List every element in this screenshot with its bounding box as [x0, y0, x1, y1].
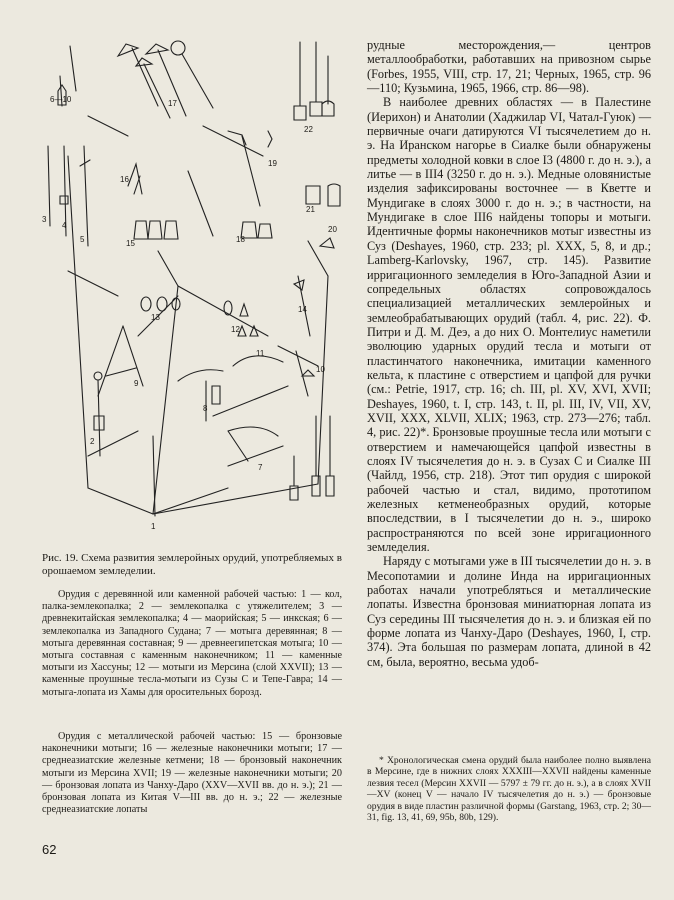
legend-metal-tools — [42, 731, 342, 816]
branch-line — [88, 431, 138, 456]
tool-hoe-stone — [240, 304, 248, 316]
tool-stick — [48, 146, 50, 226]
tool-adze — [157, 297, 167, 311]
fig-label: 17 — [168, 99, 177, 108]
fig-label: 21 — [306, 205, 315, 214]
fig-label: 2 — [90, 437, 95, 446]
footnote — [367, 755, 651, 823]
tool-handle — [144, 64, 170, 118]
fig-label: 18 — [236, 235, 245, 244]
tool-weight — [94, 372, 102, 380]
tools-diagram-svg — [28, 36, 353, 544]
tool-hoe-blade — [146, 44, 168, 54]
fig-label: 6—10 — [50, 95, 72, 104]
branch-line — [203, 126, 263, 156]
tool-shovel — [320, 238, 334, 248]
tool-hoe-head — [258, 224, 272, 238]
footnote-text: * Хронологическая смена орудий была наиболее полно выявлена в Мерсине, где в нижних слоях XXXIII—XXVII найдены каменные лезвия тесел (Мерсин XXVII — 5797 ± 79 гг. до н. э.), а в слоях XVII—XV (конец V — начало IV тысячелетия до н. э.) — бронзовые орудия в виде пластин различной формы (Garstang, 1963, стр. 2; 30—31, fig. 13, 41, 69, 95b, 80b, 129). — [367, 755, 651, 824]
tool-adze — [141, 297, 151, 311]
paragraph: рудные месторождения,— центров металлообработки, работавших на привозном сырье (Forbes, 1955, VIII, стр. 17, 21; Черных, 1965, стр. 96—110; Кузьмина, 1965, 1966, стр. 86—98). — [367, 38, 651, 96]
tool-shovel — [310, 102, 322, 116]
branch-line — [88, 488, 153, 514]
fig-label: 3 — [42, 215, 47, 224]
tool-hoe-head — [302, 370, 314, 376]
fig-label: 16 — [120, 175, 129, 184]
paragraph: В наиболее древних областях — в Палестине (Иерихон) и Анатолии (Хаджилар VI, Чатал-Гуюк) — первичные очаги датируются VI тысячелетием до н. э. На Иранском нагорье в Сиалке были обнаружены предметы холодной ковки в слое I3 (4800 г. до н. э.), а литье — в III4 (3250 г. до н. э.). Медные оловянистые изделия зафиксированы восточнее — в Кветте и Мундигаке в слоях 3000 г. до н. э.; в частности, на Мундигаке в слое III6 найдены топоры и мотыги. Идентичные формы наконечников мотыг известны из Суз (Deshayes, 1960, стр. 233; pl. XXX, 5, 8, и др.; Lamberg-Karlovsky, 1967, стр. 145). Развитие ирригационного земледелия в Юго-Западной Азии и сопредельных областях сопровождалось специализацией металлических землеройных и землеобрабатывающих орудий (табл. 4, рис. 22). Ф. Питри и Д. М. Деэ, а до них О. Монтелиус наметили эволюцию ударных орудий тесла и мотыги от пластинчатого наконечника, имитации каменного кельта, к пластине с отверстием и цапфой для ручки (см.: Petrie, 1917, стр. 16; ch. III, pl. XV, XVI, XVII; Deshayes, 1960, t. I, стр. 143, t. II, pl. III, IV, VII, XV, XVII, XXX, XLVII, XLIX; 1963, стр. 273—276; табл. 4, рис. 22)*. Бронзовые проушные тесла или мотыги с отверстием и намечающейся цапфой известны в слоях IV тысячелетия до н. э. в Сузах С и Сиалке III (Чайлд, 1956, стр. 218). Этот тип орудия с широкой рабочей частью и стал, видимо, прототипом железных кетменеобразных орудий, которые впоследствии, в I тысячелетии до н. э., широко распространяются по всей зоне ирригационного земледелия. — [367, 95, 651, 555]
fig-label: 11 — [256, 349, 265, 358]
fig-label: 4 — [62, 221, 67, 230]
tool-shovel — [294, 106, 306, 120]
fig-label: 7 — [258, 463, 263, 472]
tool-hoe — [134, 176, 140, 194]
tool-stick-part — [60, 196, 68, 204]
fig-label: 13 — [151, 313, 160, 322]
tool-shovel — [294, 280, 304, 290]
legend-stone-text: Орудия с деревянной или каменной рабочей частью: 1 — кол, палка-землекопалка; 2 — землекопалка с утяжелителем; 3 — древнекитайская землекопалка; 4 — маорийская; 5 — инкская; 6 — землекопалка из Западного Судана; 7 — мотыга деревянная; 8 — мотыга деревянная составная; 9 — древнеегипетская мотыга; 10 — мотыга составная с каменным наконечником; 11 — каменные мотыги из Хассуны; 12 — мотыги из Мерсина (слой XXVII); 13 — каменные проушные тесла-мотыги из Сузы С и Тепе-Гавра; 14 — мотыга-лопата из Хамы для оросительных борозд. — [42, 589, 342, 698]
tool-hoe — [228, 427, 278, 461]
branch-line — [278, 346, 318, 366]
fig-label: 9 — [134, 379, 139, 388]
fig-label: 19 — [268, 159, 277, 168]
paragraph: Наряду с мотыгами уже в III тысячелетии до н. э. в Месопотамии и долине Инда на ирригационных работах начали употребляться и металлические лопаты. Известна бронзовая миниатюрная лопата из Суз середины III тысячелетия до н. э. и близкая ей по форме лопата из Чанху-Даро (Deshayes, 1960, I, стр. 374). Эта большая по размерам лопата, длиной в 42 см, была, вероятно, весьма удоб- — [367, 554, 651, 669]
fig-label: 12 — [231, 325, 240, 334]
tool-blade — [306, 186, 320, 204]
tool-hoe — [268, 131, 272, 147]
fig-label: 20 — [328, 225, 337, 234]
tool-handle — [242, 136, 260, 206]
tool-hoe-stone — [224, 301, 232, 315]
fig-label: 1 — [151, 522, 156, 531]
fig-label: 22 — [304, 125, 313, 134]
tool-blade — [328, 184, 340, 206]
tool-handle — [132, 48, 158, 106]
branch-line — [153, 488, 228, 514]
tools-diagram — [28, 36, 353, 544]
fig-label: 10 — [316, 365, 325, 374]
branch-line — [158, 251, 178, 286]
tool-handle — [182, 54, 213, 108]
page-number: 62 — [42, 842, 57, 857]
branch-line — [188, 171, 213, 236]
fig-label: 8 — [203, 404, 208, 413]
tool-hoe-head — [212, 386, 220, 404]
branch-line — [88, 116, 128, 136]
branch-line — [153, 484, 318, 514]
branch-line — [213, 386, 288, 416]
tool-shovel — [312, 476, 320, 496]
tool-hoe-blade — [171, 41, 185, 55]
tool-shovel — [326, 476, 334, 496]
legend-metal-text: Орудия с металлической рабочей частью: 15 — бронзовые наконечники мотыги; 16 — железные наконечники мотыги; 17 — среднеазиатские железные кетмени; 18 — бронзовый наконечник мотыги из Мерсина XVII; 19 — железные наконечники мотыги; 20 — бронзовая лопата из Чанху-Даро (XXV—XVII вв. до н. э.); 21 — бронзовая лопата из Китая V—III вв. до н. э.; 22 — железные среднеазиатские лопаты — [42, 731, 342, 816]
branch-line — [228, 446, 283, 466]
tool-hoe-head — [148, 221, 162, 239]
body-text-column — [367, 38, 651, 669]
tool-stick — [70, 46, 76, 91]
fig-label: 15 — [126, 239, 135, 248]
tool-stone — [250, 326, 258, 336]
branch-line — [68, 156, 88, 488]
figure-caption: Рис. 19. Схема развития землеройных орудий, употребляемых в орошаемом земледелии. — [42, 552, 342, 577]
fig-label: 14 — [298, 305, 307, 314]
tool-hoe — [178, 370, 223, 381]
tool-hoe-head — [164, 221, 178, 239]
legend-stone-tools — [42, 589, 342, 699]
tool-hoe-head — [134, 221, 148, 239]
branch-line — [318, 276, 328, 484]
fig-label: 5 — [80, 235, 85, 244]
